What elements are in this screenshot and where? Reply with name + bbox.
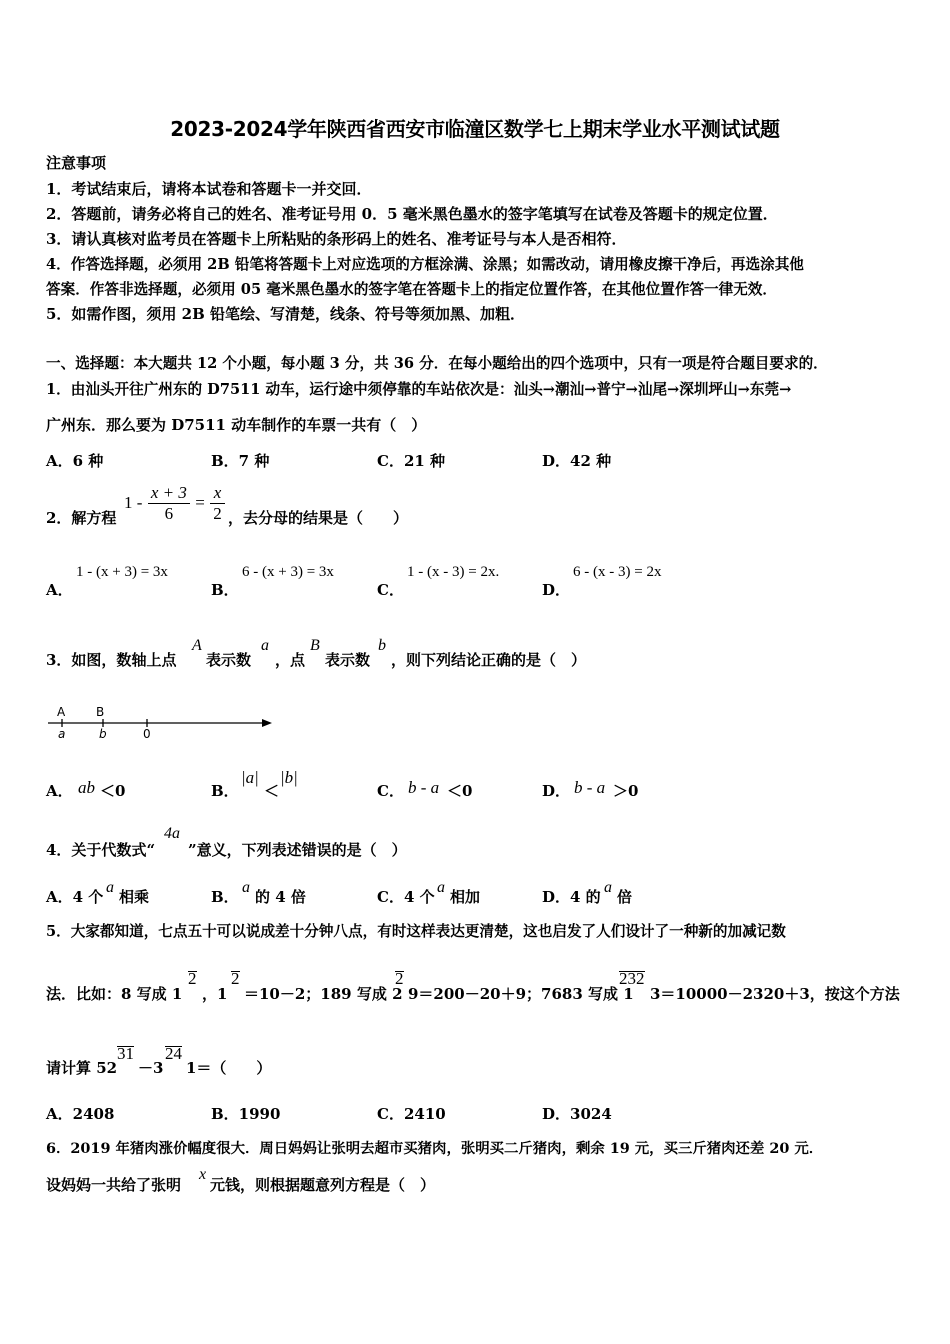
overline-value: 2 — [188, 969, 197, 988]
option-b-expr: 6 - (x + 3) = 3x — [242, 564, 334, 580]
option-b: B．1990 — [211, 1105, 281, 1123]
label-zero: 0 — [143, 727, 151, 741]
option-a: A． — [46, 581, 73, 599]
option-d: D．4 的 — [542, 888, 601, 906]
overline-digit — [188, 969, 197, 989]
equation — [124, 483, 225, 524]
notice-item: 4．作答选择题，必须用 2B 铅笔将答题卡上对应选项的方框涂满、涂黑；如需改动，请用橡皮擦干净后，再选涂其他 — [46, 256, 804, 273]
question-1-line: 广州东．那么要为 D7511 动车制作的车票一共有（ ） — [46, 416, 427, 434]
question-3-text: 表示数 — [325, 651, 371, 669]
overline-value: 31 — [117, 1044, 134, 1063]
eq-left: 1 - — [124, 493, 143, 512]
question-3-text: ，点 — [275, 651, 306, 669]
overline-value: 24 — [165, 1044, 182, 1063]
fraction — [210, 483, 225, 524]
number-line — [40, 700, 280, 745]
section-heading: 一、选择题：本大题共 12 个小题，每小题 3 分，共 36 分．在每小题给出的四个选项中，只有一项是符合题目要求的． — [46, 355, 828, 372]
question-3-text: 表示数 — [206, 651, 252, 669]
page-title: 2023-2024学年陕西省西安市临潼区数学七上期末学业水平测试试题 — [170, 117, 780, 141]
overline-value: 232 — [619, 969, 645, 988]
question-6-line: 6．2019 年猪肉涨价幅度很大．周日妈妈让张明去超市买猪肉，张明买二斤猪肉，剩余 19 元，买三斤猪肉还差 20 元． — [46, 1140, 824, 1157]
option-d-expr: 6 - (x - 3) = 2x — [573, 564, 662, 580]
option-b: B． — [211, 581, 239, 599]
var-b: b — [378, 637, 386, 654]
option-c: C．2410 — [377, 1105, 446, 1123]
var-A: A — [192, 637, 202, 654]
option-d: D． — [542, 581, 571, 599]
question-5-text: 9＝200－20＋9；7683 写成 1 — [408, 985, 634, 1003]
option-c-expr: 1 - (x - 3) = 2x. — [407, 564, 500, 580]
notice-item: 1．考试结束后，请将本试卷和答题卡一并交回． — [46, 180, 372, 198]
option-a: A．6 种 — [46, 452, 104, 470]
label-B: B — [96, 705, 105, 719]
numerator: x — [213, 483, 222, 502]
denominator: 2 — [210, 503, 225, 524]
option-a-expr: ab — [78, 778, 95, 797]
overline-digit — [619, 969, 645, 989]
notice-heading: 注意事项 — [46, 154, 107, 172]
option-b-abs-a: |a| — [241, 768, 259, 787]
question-5-text: －3 — [138, 1059, 164, 1077]
notice-item: 答案．作答非选择题，必须用 05 毫米黑色墨水的签字笔在答题卡上的指定位置作答，在其他位置作答一律无效． — [46, 281, 777, 298]
expr-4a: 4a — [164, 825, 180, 842]
option-c-rel: ＜0 — [447, 782, 473, 800]
option-c-expr: b - a — [408, 778, 440, 797]
numerator: x + 3 — [150, 483, 187, 502]
option-b-tail: 的 4 倍 — [255, 888, 306, 906]
option-c: C． — [377, 782, 404, 800]
question-6-text: 设妈妈一共给了张明 — [46, 1176, 182, 1194]
option-b: B． — [211, 782, 239, 800]
option-d: D．3024 — [542, 1105, 612, 1123]
option-c-tail: 相加 — [450, 888, 481, 906]
arrow-icon — [262, 719, 272, 727]
overline-digit — [165, 1044, 182, 1064]
overline-digit — [231, 969, 240, 989]
eq-sign: = — [195, 493, 205, 512]
var-x: x — [199, 1166, 207, 1183]
label-b: b — [99, 727, 107, 741]
label-a: a — [58, 727, 66, 741]
overline-digit — [117, 1044, 134, 1064]
var-a: a — [242, 879, 250, 896]
question-5-text: 法．比如：8 写成 1 — [46, 985, 183, 1003]
notice-item: 3．请认真核对监考员在答题卡上所粘贴的条形码上的姓名、准考证号与本人是否相符． — [46, 230, 627, 248]
denominator: 6 — [148, 503, 190, 524]
option-c: C．21 种 — [377, 452, 446, 470]
question-5-text: 请计算 52 — [46, 1059, 118, 1077]
option-a: A．4 个 — [46, 888, 104, 906]
question-5-text: ＝10－2；189 写成 2 — [244, 985, 403, 1003]
label-A: A — [57, 705, 66, 719]
question-5-text: 1＝（ ） — [186, 1059, 272, 1077]
option-b: B．7 种 — [211, 452, 270, 470]
option-a-rel: ＜0 — [100, 782, 126, 800]
var-B: B — [310, 637, 320, 654]
option-a: A．2408 — [46, 1105, 115, 1123]
question-5-text: 3＝10000－2320＋3，按这个方法 — [650, 985, 900, 1003]
var-a: a — [261, 637, 269, 654]
question-1-line: 1．由汕头开往广州东的 D7511 动车，运行途中须停靠的车站依次是：汕头→潮汕→普宁→汕尾→深圳坪山→东莞→ — [46, 381, 792, 398]
option-a-expr: 1 - (x + 3) = 3x — [76, 564, 168, 580]
option-d-tail: 倍 — [617, 888, 633, 906]
option-b-rel: ＜ — [264, 782, 280, 800]
option-d: D．42 种 — [542, 452, 612, 470]
question-5-line: 5．大家都知道，七点五十可以说成差十分钟八点，有时这样表达更清楚，这也启发了人们设计了一种新的加减记数 — [46, 923, 786, 940]
question-3-text: 3．如图，数轴上点 — [46, 651, 177, 669]
var-a: a — [437, 879, 445, 896]
question-5-text: ，1 — [202, 985, 228, 1003]
option-a-tail: 相乘 — [119, 888, 150, 906]
notice-item: 5．如需作图，须用 2B 铅笔绘、写清楚，线条、符号等须加黑、加粗． — [46, 305, 525, 323]
notice-item: 2．答题前，请务必将自己的姓名、准考证号用 0．5 毫米黑色墨水的签字笔填写在试卷及答题卡的规定位置． — [46, 205, 778, 223]
overline-digit — [395, 969, 404, 989]
option-d-expr: b - a — [574, 778, 606, 797]
option-c: C． — [377, 581, 404, 599]
question-3-text: ，则下列结论正确的是（ ） — [391, 651, 587, 669]
option-d: D． — [542, 782, 571, 800]
option-c: C．4 个 — [377, 888, 435, 906]
question-6-text: 元钱，则根据题意列方程是（ ） — [210, 1176, 436, 1194]
fraction — [148, 483, 190, 524]
option-d-rel: ＞0 — [613, 782, 639, 800]
option-a: A． — [46, 782, 73, 800]
var-a: a — [106, 879, 114, 896]
option-b: B． — [211, 888, 239, 906]
option-b-abs-b: |b| — [280, 768, 298, 787]
question-2-prefix: 2．解方程 — [46, 509, 117, 527]
var-a: a — [604, 879, 612, 896]
question-4-text: 4．关于代数式“ — [46, 841, 156, 859]
overline-value: 2 — [395, 969, 404, 988]
question-4-text: ”意义，下列表述错误的是（ ） — [188, 841, 407, 859]
question-2-suffix: ，去分母的结果是（ ） — [228, 509, 409, 527]
overline-value: 2 — [231, 969, 240, 988]
